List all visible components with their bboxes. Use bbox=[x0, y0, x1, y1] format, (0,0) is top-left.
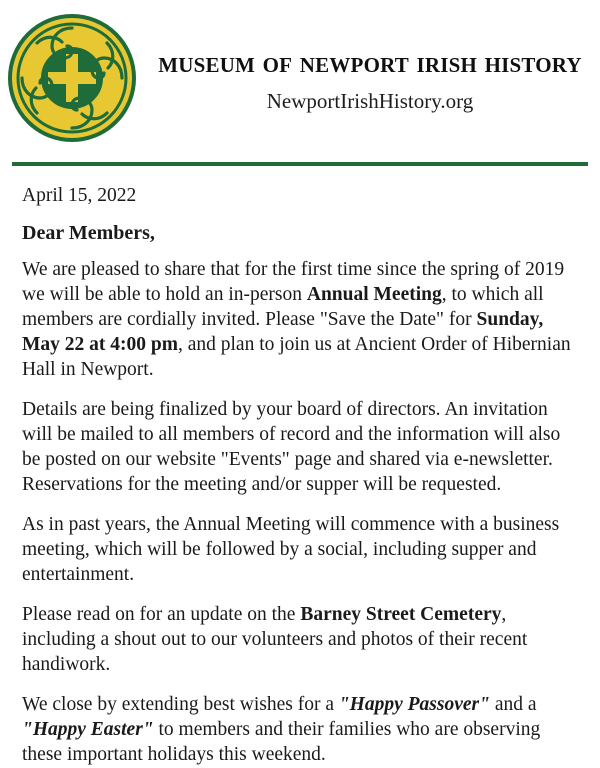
letter-paragraph bbox=[22, 398, 578, 498]
text-run: We are pleased to share that for the first time since the spring of 2019 we will be able to hold an in-person bbox=[22, 259, 565, 306]
paragraph-list bbox=[22, 258, 578, 767]
letter-paragraph bbox=[22, 693, 578, 768]
text-run: Sunday, May 22 at 4:00 pm bbox=[22, 309, 544, 356]
text-run: "Happy Passover" bbox=[338, 693, 490, 715]
letter-paragraph bbox=[22, 513, 578, 588]
text-run: , to which all members are cordially invited. Please "Save the Date" for bbox=[22, 284, 544, 331]
organization-title: museum of newport irish history bbox=[158, 47, 582, 80]
text-run: , and plan to join us at Ancient Order of Hibernian Hall in Newport. bbox=[22, 334, 571, 381]
text-run: , including a shout out to our volunteers and photos of their recent handiwork. bbox=[22, 603, 528, 675]
organization-website[interactable]: NewportIrishHistory.org bbox=[266, 88, 474, 113]
text-run: to members and their families who are observing these important holidays this weekend. bbox=[22, 718, 541, 765]
text-run: and a bbox=[489, 693, 537, 715]
letter-paragraph bbox=[22, 603, 578, 678]
letterhead-text bbox=[136, 43, 594, 113]
letterhead bbox=[0, 0, 600, 148]
text-run: As in past years, the Annual Meeting will commence with a business meeting, which will be followed by a social, including supper and entertainment. bbox=[22, 513, 560, 585]
text-run: "Happy Easter" bbox=[22, 718, 154, 740]
celtic-cross-seal-logo bbox=[8, 14, 136, 142]
letter-body bbox=[0, 166, 600, 768]
text-run: Please read on for an update on the bbox=[22, 603, 301, 625]
letter-paragraph bbox=[22, 258, 578, 383]
text-run: Annual Meeting bbox=[306, 284, 442, 306]
text-run: Barney Street Cemetery bbox=[300, 603, 502, 625]
text-run: Details are being finalized by your board of directors. An invitation will be mailed to all members of record and the information will also be posted on our website "Events" page and shared via e-newsletter. Reservations for the meeting and/or supper will be requested. bbox=[22, 399, 561, 495]
letter-salutation: Dear Members, bbox=[22, 222, 155, 245]
letter-date: April 15, 2022 bbox=[22, 185, 137, 206]
text-run: We close by extending best wishes for a bbox=[22, 693, 339, 715]
